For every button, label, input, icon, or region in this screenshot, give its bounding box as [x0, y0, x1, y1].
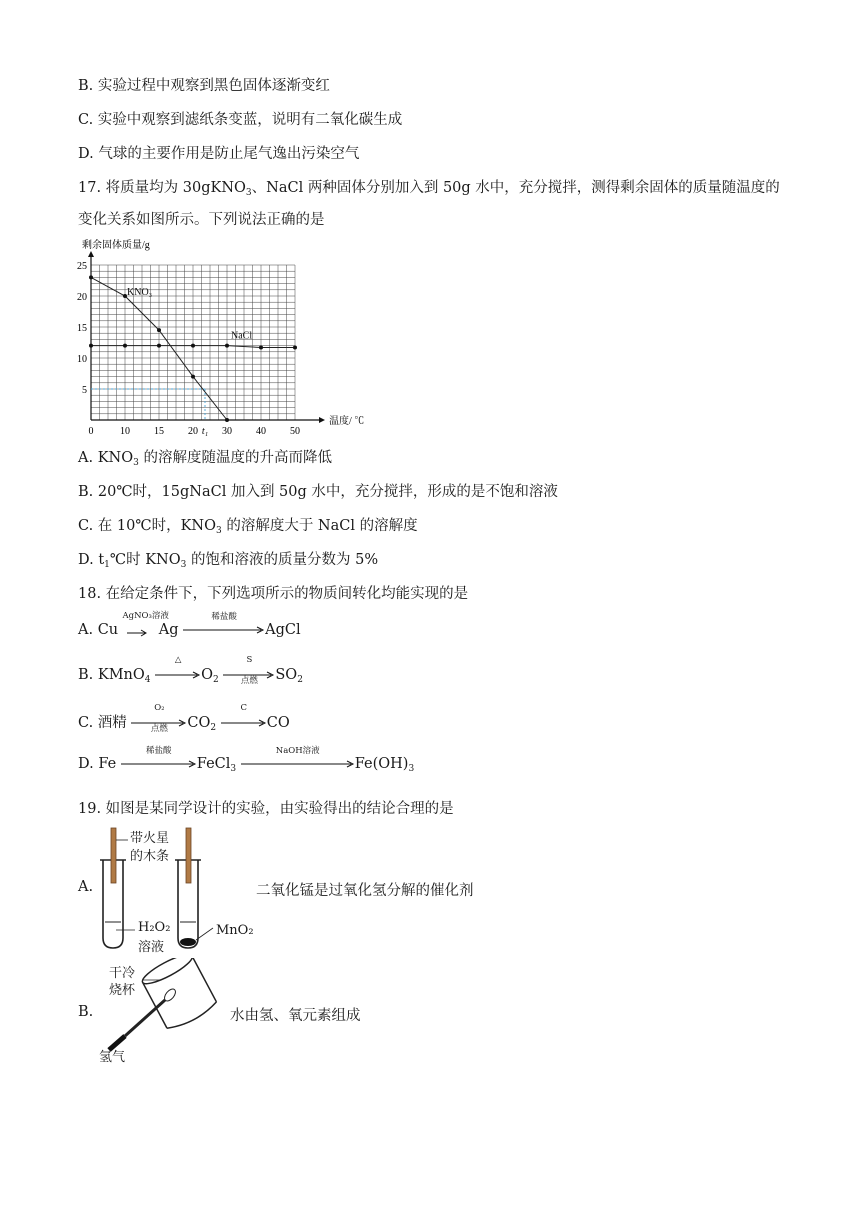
figure-label: 干冷 [109, 966, 136, 981]
data-point [191, 375, 195, 379]
reaction-arrow-icon [241, 757, 355, 771]
reaction-condition: C [240, 703, 247, 713]
data-point [225, 344, 229, 348]
q19-option-a-label: A. [78, 879, 94, 895]
series-label-nacl: NaCl [231, 330, 253, 342]
x-tick-label: 0 [88, 426, 94, 436]
q18-option-b: B. KMnO$_4$ △ $O_2$ S 点燃 $SO_2$ [78, 655, 303, 686]
q17-option-d: D. $t_1℃$时 $KNO_3$ 的饱和溶液的质量分数为 5% [78, 552, 379, 570]
figure-label: 的木条 [130, 849, 170, 864]
q16-option-c: C. 实验中观察到滤纸条变蓝，说明有二氧化碳生成 [78, 112, 403, 128]
solubility-chart [70, 236, 380, 436]
q17-stem-line1: 17. 将质量均为 30gKNO$_3$、NaCl 两种固体分别加入到 50g 水中，充分搅拌，测得剩余固体的质量随温度的 [78, 180, 780, 198]
x-tick-label: 40 [256, 426, 266, 436]
q16-option-b: B. 实验过程中观察到黑色固体逐渐变红 [78, 78, 330, 94]
data-point [157, 328, 161, 332]
figure-label: H₂O₂ [138, 920, 171, 935]
figure-label: 烧杯 [109, 983, 136, 998]
data-point [191, 344, 195, 348]
x-tick-label: t₁ [201, 426, 209, 436]
figure-label: 氢气 [99, 1050, 126, 1065]
reaction-condition: 点燃 [150, 724, 168, 734]
x-axis-arrow-icon [319, 417, 325, 423]
q17-option-c: C. 在 10℃时，$KNO_3$ 的溶解度大于 NaCl 的溶解度 [78, 518, 418, 536]
figure-label: MnO₂ [216, 923, 254, 938]
figure-label: 带火星 [130, 831, 170, 846]
x-tick-label: 15 [154, 426, 164, 436]
figure-label: 溶液 [138, 940, 165, 955]
reaction-condition: △ [174, 655, 182, 665]
y-axis-arrow-icon [88, 251, 94, 257]
q18-option-d: D. Fe 稀盐酸 FeCl$_3$ NaOH溶液 $Fe(OH)_3$ [78, 746, 415, 774]
y-tick-label: 5 [82, 385, 87, 396]
data-point [157, 344, 161, 348]
x-axis-label: 温度/ ℃ [329, 416, 365, 427]
x-tick-label: 20 [188, 426, 198, 436]
q17-stem-line2: 变化关系如图所示。下列说法正确的是 [78, 212, 325, 228]
y-tick-label: 25 [77, 261, 87, 272]
series-label-kno3: KNO₃ [127, 287, 153, 298]
data-point [123, 344, 127, 348]
reaction-arrow-icon [183, 623, 265, 637]
reaction-condition: AgNO₃溶液 [122, 611, 169, 621]
reaction-condition: 点燃 [240, 676, 258, 686]
q17-option-b: B. 20℃时，15gNaCl 加入到 50g 水中，充分搅拌，形成的是不饱和溶液 [78, 484, 558, 500]
data-point [225, 418, 229, 422]
y-tick-label: 15 [77, 323, 87, 334]
q19-option-a-conclusion: 二氧化锰是过氧化氢分解的催化剂 [256, 883, 474, 899]
data-point [259, 345, 263, 349]
reaction-condition: 稀盐酸 [211, 612, 237, 622]
reaction-arrow-icon [221, 716, 267, 730]
y-axis-label: 剩余固体质量/g [82, 240, 150, 251]
reaction-arrow-icon [121, 757, 197, 771]
reaction-condition: NaOH溶液 [275, 746, 320, 756]
x-tick-label: 10 [120, 426, 130, 436]
y-tick-label: 10 [77, 354, 87, 365]
q19-option-b-label: B. [78, 1004, 94, 1020]
reaction-condition: O₂ [154, 703, 165, 713]
reaction-arrow-icon [123, 623, 159, 637]
reaction-arrow-icon [155, 668, 201, 682]
data-point [89, 275, 93, 279]
q16-option-d: D. 气球的主要作用是防止尾气逸出污染空气 [78, 146, 360, 162]
y-tick-label: 20 [77, 292, 87, 303]
q19-option-b-conclusion: 水由氢、氧元素组成 [230, 1008, 361, 1024]
reaction-condition: S [246, 655, 253, 665]
q17-option-a: A. $KNO_3$ 的溶解度随温度的升高而降低 [78, 450, 332, 468]
q18-option-a: A. Cu AgNO₃溶液 Ag 稀盐酸 AgCl [78, 611, 301, 638]
q18-stem: 18. 在给定条件下，下列选项所示的物质间转化均能实现的是 [78, 586, 469, 602]
q18-option-c: C. 酒精 O₂ 点燃 $CO_2$ C CO [78, 703, 290, 734]
data-point [293, 345, 297, 349]
reaction-condition: 稀盐酸 [146, 746, 172, 756]
q19-stem: 19. 如图是某同学设计的实验，由实验得出的结论合理的是 [78, 801, 454, 817]
x-tick-label: 30 [222, 426, 232, 436]
data-point [89, 344, 93, 348]
x-tick-label: 50 [290, 426, 300, 436]
